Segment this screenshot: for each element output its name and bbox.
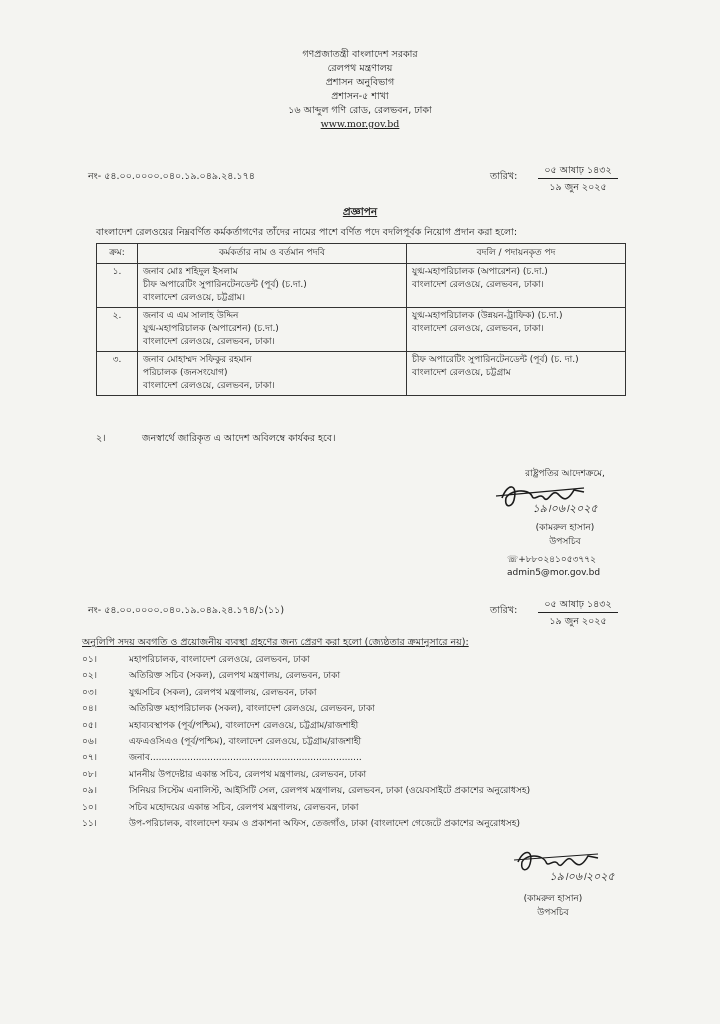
officer-designation: যুগ্ম-মহাপরিচালক (অপারেশন) (চ.দা.) (143, 324, 279, 334)
phone-number: ☏+৮৮০২৪১০৫৩৭৭২ (507, 555, 596, 565)
item-text: মহাব্যবস্থাপক (পূর্ব/পশ্চিম), বাংলাদেশ রেলওয়ে, চট্টগ্রাম/রাজশাহী (129, 720, 359, 731)
row-serial: ৩. (97, 352, 138, 396)
new-post-office: বাংলাদেশ রেলওয়ে, রেলভবন, ঢাকা। (412, 324, 544, 334)
officer-designation: চীফ অপারেটিং সুপারিনটেনডেন্ট (পূর্ব) (চ.দা.) (143, 280, 307, 290)
date-gregorian: ১৯ জুন ২০২৫ (549, 182, 607, 193)
item-text: অতিরিক্ত সচিব (সকল), রেলপথ মন্ত্রণালয়, রেলভবন, ঢাকা (129, 671, 341, 682)
new-post-cell (407, 352, 626, 396)
distribution-title: অনুলিপি সদয় অবগতি ও প্রয়োজনীয় ব্যবস্থা গ্রহণের জন্য প্রেরণ করা হলো (জ্যেষ্ঠতার ক্রমানুসারে নয়): (82, 637, 469, 648)
new-post: চীফ অপারেটিং সুপারিনটেনডেন্ট (পূর্ব) (চ. দা.) (412, 355, 579, 365)
handwritten-date: ১৯।০৬।২০২৫ (549, 870, 615, 883)
officer-name: জনাব মোহাম্মদ সফিকুর রহমান (143, 355, 252, 365)
memo-date (490, 164, 630, 198)
date-divider (538, 178, 618, 179)
item-number: ০৭। (82, 753, 97, 764)
clause-text: জনস্বার্থে জারিকৃত এ আদেশ অবিলম্বে কার্যকর হবে। (142, 433, 336, 444)
list-item (82, 800, 530, 816)
item-number: ১০। (82, 802, 97, 813)
letterhead (0, 48, 720, 132)
signatory-designation: উপসচিব (549, 537, 581, 547)
item-text: অতিরিক্ত মহাপরিচালক (সকল), বাংলাদেশ রেলওয়ে, রেলভবন, ঢাকা (129, 704, 375, 715)
memo-reference-2: নং- ৫৪.০০.০০০০.০৪০.১৯.০৪৯.২৪.১৭৪/১(১১) (88, 605, 285, 616)
handwritten-date: ১৯।০৬।২০২৫ (532, 502, 598, 515)
item-text: মহাপরিচালক, বাংলাদেশ রেলওয়ে, রেলভবন, ঢাকা (129, 655, 310, 665)
date-bangla: ০৫ আষাঢ় ১৪৩২ (544, 165, 612, 176)
item-text: জনাব.......................................................................... (129, 753, 362, 764)
list-item (82, 734, 530, 750)
list-item (82, 783, 530, 799)
item-text: এফএওসিএও (পূর্ব/পশ্চিম), বাংলাদেশ রেলওয়ে, চট্টগ্রাম/রাজশাহী (129, 736, 362, 747)
date-label: তারিখ: (490, 605, 518, 616)
officer-cell (138, 352, 407, 396)
order-text: রাষ্ট্রপতির আদেশক্রমে, (525, 469, 605, 479)
officer-designation: পরিচালক (জনসংযোগ) (143, 368, 228, 378)
item-number: ০৯। (82, 786, 97, 797)
item-number: ০১। (82, 655, 97, 665)
clause-number: ২। (96, 433, 106, 444)
distribution-list (82, 652, 530, 832)
govt-name: গণপ্রজাতন্ত্রী বাংলাদেশ সরকার (302, 49, 418, 60)
address: ১৬ আব্দুল গণি রোড, রেলভবন, ঢাকা (288, 105, 432, 116)
email-address[interactable]: admin5@mor.gov.bd (507, 568, 601, 578)
new-post-cell (407, 264, 626, 308)
officer-name: জনাব এ এম সালাহ উদ্দিন (143, 311, 239, 321)
new-post: যুগ্ম-মহাপরিচালক (অপারেশন) (চ.দা.) (412, 267, 548, 277)
officer-office: বাংলাদেশ রেলওয়ে, চট্টগ্রাম। (143, 293, 246, 303)
new-post-office: বাংলাদেশ রেলওয়ে, রেলভবন, ঢাকা। (412, 280, 544, 290)
signatory (490, 521, 640, 549)
signatory-name: (কামরুল হাসান) (523, 894, 583, 904)
list-item (82, 816, 530, 832)
item-text: যুগ্মসচিব (সকল), রেলপথ মন্ত্রণালয়, রেলভবন, ঢাকা (129, 687, 317, 698)
table-row (97, 264, 626, 308)
table-header-row (97, 244, 626, 264)
list-item (82, 750, 530, 766)
signatory-designation: উপসচিব (537, 908, 569, 918)
header-serial: ক্রম: (97, 244, 138, 264)
row-serial: ১. (97, 264, 138, 308)
new-post: যুগ্ম-মহাপরিচালক (উন্নয়ন-ট্রাফিক) (চ.দা.) (412, 311, 563, 321)
section-name: প্রশাসন-৫ শাখা (331, 91, 389, 102)
signature-date-2 (512, 868, 652, 887)
list-item (82, 767, 530, 783)
ministry-name: রেলপথ মন্ত্রণালয় (327, 63, 393, 74)
list-item (82, 668, 530, 684)
officer-cell (138, 264, 407, 308)
memo-reference: নং- ৫৪.০০.০০০০.০৪০.১৯.০৪৯.২৪.১৭৪ (88, 171, 255, 182)
memo-date-2 (490, 598, 630, 632)
division-name: প্রশাসন অনুবিভাগ (325, 77, 395, 88)
item-text: উপ-পরিচালক, বাংলাদেশ ফরম ও প্রকাশনা অফিস, তেজগাঁও, ঢাকা (বাংলাদেশ গেজেটে প্রকাশের অনুরোধসহ) (129, 818, 520, 829)
date-label: তারিখ: (490, 171, 518, 182)
item-number: ০৫। (82, 720, 97, 731)
table-row (97, 352, 626, 396)
officer-office: বাংলাদেশ রেলওয়ে, রেলভবন, ঢাকা। (143, 381, 275, 391)
new-post-office: বাংলাদেশ রেলওয়ে, চট্টগ্রাম (412, 368, 511, 378)
list-item (82, 701, 530, 717)
website-link[interactable]: www.mor.gov.bd (320, 119, 400, 130)
item-number: ০৬। (82, 736, 97, 747)
contact-info (507, 554, 600, 580)
date-divider (538, 612, 618, 613)
date-bangla: ০৫ আষাঢ় ১৪৩২ (544, 599, 612, 610)
header-name: কর্মকর্তার নাম ও বর্তমান পদবি (138, 244, 407, 264)
header-post: বদলি / পদায়নকৃত পদ (407, 244, 626, 264)
item-number: ১১। (82, 818, 97, 829)
list-item (82, 685, 530, 701)
officer-office: বাংলাদেশ রেলওয়ে, রেলভবন, ঢাকা। (143, 337, 275, 347)
date-gregorian: ১৯ জুন ২০২৫ (549, 616, 607, 627)
notification-title: প্রজ্ঞাপন (342, 206, 378, 218)
notification-intro: বাংলাদেশ রেলওয়ের নিম্নবর্ণিত কর্মকর্তাগণের তাঁদের নামের পাশে বর্ণিত পদে বদলিপূর্বক নিয়োগ প্রদান করা হলো: (96, 227, 518, 238)
list-item (82, 652, 530, 668)
item-number: ০২। (82, 671, 97, 682)
item-text: মাননীয় উপদেষ্টার একান্ত সচিব, রেলপথ মন্ত্রণালয়, রেলভবন, ঢাকা (129, 769, 367, 780)
officer-name: জনাব মোঃ শহিদুল ইসলাম (143, 267, 238, 277)
signature-date (500, 500, 630, 519)
item-number: ০৩। (82, 687, 97, 698)
item-text: সিনিয়র সিস্টেম এনালিস্ট, আইসিটি সেল, রেলপথ মন্ত্রণালয়, রেলভবন, ঢাকা (ওয়েবসাইটে প্রকাশের অনুরোধসহ) (129, 786, 531, 797)
transfer-table (96, 243, 626, 396)
item-number: ০৪। (82, 704, 97, 715)
row-serial: ২. (97, 308, 138, 352)
effect-clause (96, 432, 335, 447)
signatory-name: (কামরুল হাসান) (535, 523, 595, 533)
table-row (97, 308, 626, 352)
new-post-cell (407, 308, 626, 352)
item-text: সচিব মহোদয়ের একান্ত সচিব, রেলপথ মন্ত্রণালয়, রেলভবন, ঢাকা (129, 802, 359, 813)
signatory-2 (488, 892, 618, 920)
list-item (82, 718, 530, 734)
officer-cell (138, 308, 407, 352)
item-number: ০৮। (82, 769, 97, 780)
